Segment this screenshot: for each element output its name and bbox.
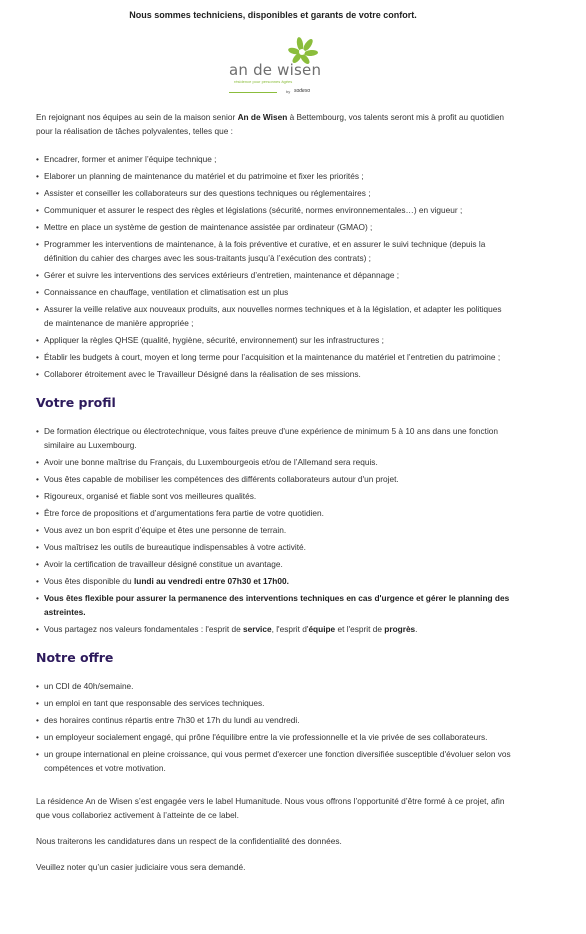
criminal-record-paragraph: Veuillez noter qu’un casier judiciaire vous sera demandé. bbox=[36, 862, 246, 872]
offer-list bbox=[36, 679, 512, 775]
mission-item: • Établir les budgets à court, moyen et long terme pour l’acquisition et la maintenance du matériel et l’entretien du patrimoine ; bbox=[36, 350, 512, 364]
mission-item: • Appliquer la règles QHSE (qualité, hygiène, sécurité, environnement) sur les infrastructures ; bbox=[36, 333, 512, 347]
mission-item: • Gérer et suivre les interventions des services extérieurs d’entretien, maintenance et dépannage ; bbox=[36, 268, 512, 282]
profile-item: • Avoir une bonne maîtrise du Français, du Luxembourgeois et/ou de l’Allemand sera requis. bbox=[36, 455, 512, 469]
mission-item: • Programmer les interventions de maintenance, à la fois préventive et curative, et en assurer le suivi technique (depuis la définition du cahier des charges avec les sous-traitants jusqu’à l’exécution des contrats) ; bbox=[36, 237, 512, 265]
logo-divider bbox=[229, 92, 277, 93]
humanitude-paragraph: La résidence An de Wisen s’est engagée vers le label Humanitude. Nous vous offrons l’opportunité d’être formé à ce projet, afin que vous collaboriez activement à l’atteinte de ce label. bbox=[36, 796, 505, 820]
offer-item: • un emploi en tant que responsable des services techniques. bbox=[36, 696, 512, 710]
offer-item: • des horaires continus répartis entre 7h30 et 17h du lundi au vendredi. bbox=[36, 713, 512, 727]
availability-item: • Vous êtes disponible du lundi au vendredi entre 07h30 et 17h00. bbox=[36, 574, 512, 588]
mission-item: • Mettre en place un système de gestion de maintenance assistée par ordinateur (GMAO) ; bbox=[36, 220, 512, 234]
offer-item: • un CDI de 40h/semaine. bbox=[36, 679, 512, 693]
mission-item: • Assurer la veille relative aux nouveaux produits, aux nouvelles normes techniques et à la législation, et adapter les politiques de maintenance de manière appropriée ; bbox=[36, 302, 512, 330]
mission-item: • Communiquer et assurer le respect des règles et législations (sécurité, normes environnementales…) en vigueur ; bbox=[36, 203, 512, 217]
confidentiality-paragraph: Nous traiterons les candidatures dans un respect de la confidentialité des données. bbox=[36, 836, 342, 846]
profile-list bbox=[36, 424, 512, 636]
logo-tagline: résidence pour personnes âgées bbox=[234, 79, 293, 84]
mission-item: • Connaissance en chauffage, ventilation et climatisation est un plus bbox=[36, 285, 512, 299]
mission-item: • Collaborer étroitement avec le Travailleur Désigné dans la réalisation de ses missions. bbox=[36, 367, 512, 381]
profile-item: • Vous maîtrisez les outils de bureautique indispensables à votre activité. bbox=[36, 540, 512, 554]
page-headline: Nous sommes techniciens, disponibles et garants de votre confort. bbox=[129, 10, 417, 20]
profile-item: • Être force de propositions et d’argumentations fera partie de votre quotidien. bbox=[36, 506, 512, 520]
offer-item: • un employeur socialement engagé, qui prône l'équilibre entre la vie professionnelle et la vie privée de ses collaborateurs. bbox=[36, 730, 512, 744]
profile-heading: Votre profil bbox=[36, 395, 116, 410]
profile-item: • Vous avez un bon esprit d’équipe et êtes une personne de terrain. bbox=[36, 523, 512, 537]
mission-item: • Encadrer, former et animer l’équipe technique ; bbox=[36, 152, 512, 166]
profile-item: • Vous êtes capable de mobiliser les compétences des différents collaborateurs autour d'un projet. bbox=[36, 472, 512, 486]
sodexo-brand: sodexo bbox=[294, 88, 311, 94]
mission-item: • Elaborer un planning de maintenance du matériel et du patrimoine et fixer les priorités ; bbox=[36, 169, 512, 183]
flexibility-item: • Vous êtes flexible pour assurer la permanence des interventions techniques en cas d'urgence et gérer le planning des astreintes. bbox=[36, 591, 512, 619]
offer-heading: Notre offre bbox=[36, 650, 114, 665]
residence-name: An de Wisen bbox=[237, 112, 288, 122]
an-de-wisen-logo bbox=[226, 36, 326, 98]
logo-by: by bbox=[286, 89, 291, 94]
availability-hours: lundi au vendredi entre 07h30 et 17h00. bbox=[133, 576, 289, 586]
offer-item: • un groupe international en pleine croissance, qui vous permet d'exercer une fonction diversifiée susceptible d'évoluer selon vos compétences et votre motivation. bbox=[36, 747, 512, 775]
profile-item: • De formation électrique ou électrotechnique, vous faites preuve d'une expérience de minimum 5 à 10 ans dans une fonction similaire au Luxembourg. bbox=[36, 424, 512, 452]
posting-body bbox=[36, 110, 512, 874]
mission-item: • Assister et conseiller les collaborateurs sur des questions techniques ou réglementaires ; bbox=[36, 186, 512, 200]
values-item: • Vous partagez nos valeurs fondamentales : l'esprit de service, l'esprit d'équipe et l'esprit de progrès. bbox=[36, 622, 512, 636]
logo-wordmark: an de wisen bbox=[229, 61, 322, 79]
missions-list bbox=[36, 152, 512, 381]
intro-paragraph: En rejoignant nos équipes au sein de la maison senior An de Wisen à Bettembourg, vos talents seront mis à profit au quotidien pour la réalisation de tâches polyvalentes, telles que : bbox=[36, 112, 505, 136]
profile-item: • Rigoureux, organisé et fiable sont vos meilleures qualités. bbox=[36, 489, 512, 503]
profile-item: • Avoir la certification de travailleur désigné constitue un avantage. bbox=[36, 557, 512, 571]
